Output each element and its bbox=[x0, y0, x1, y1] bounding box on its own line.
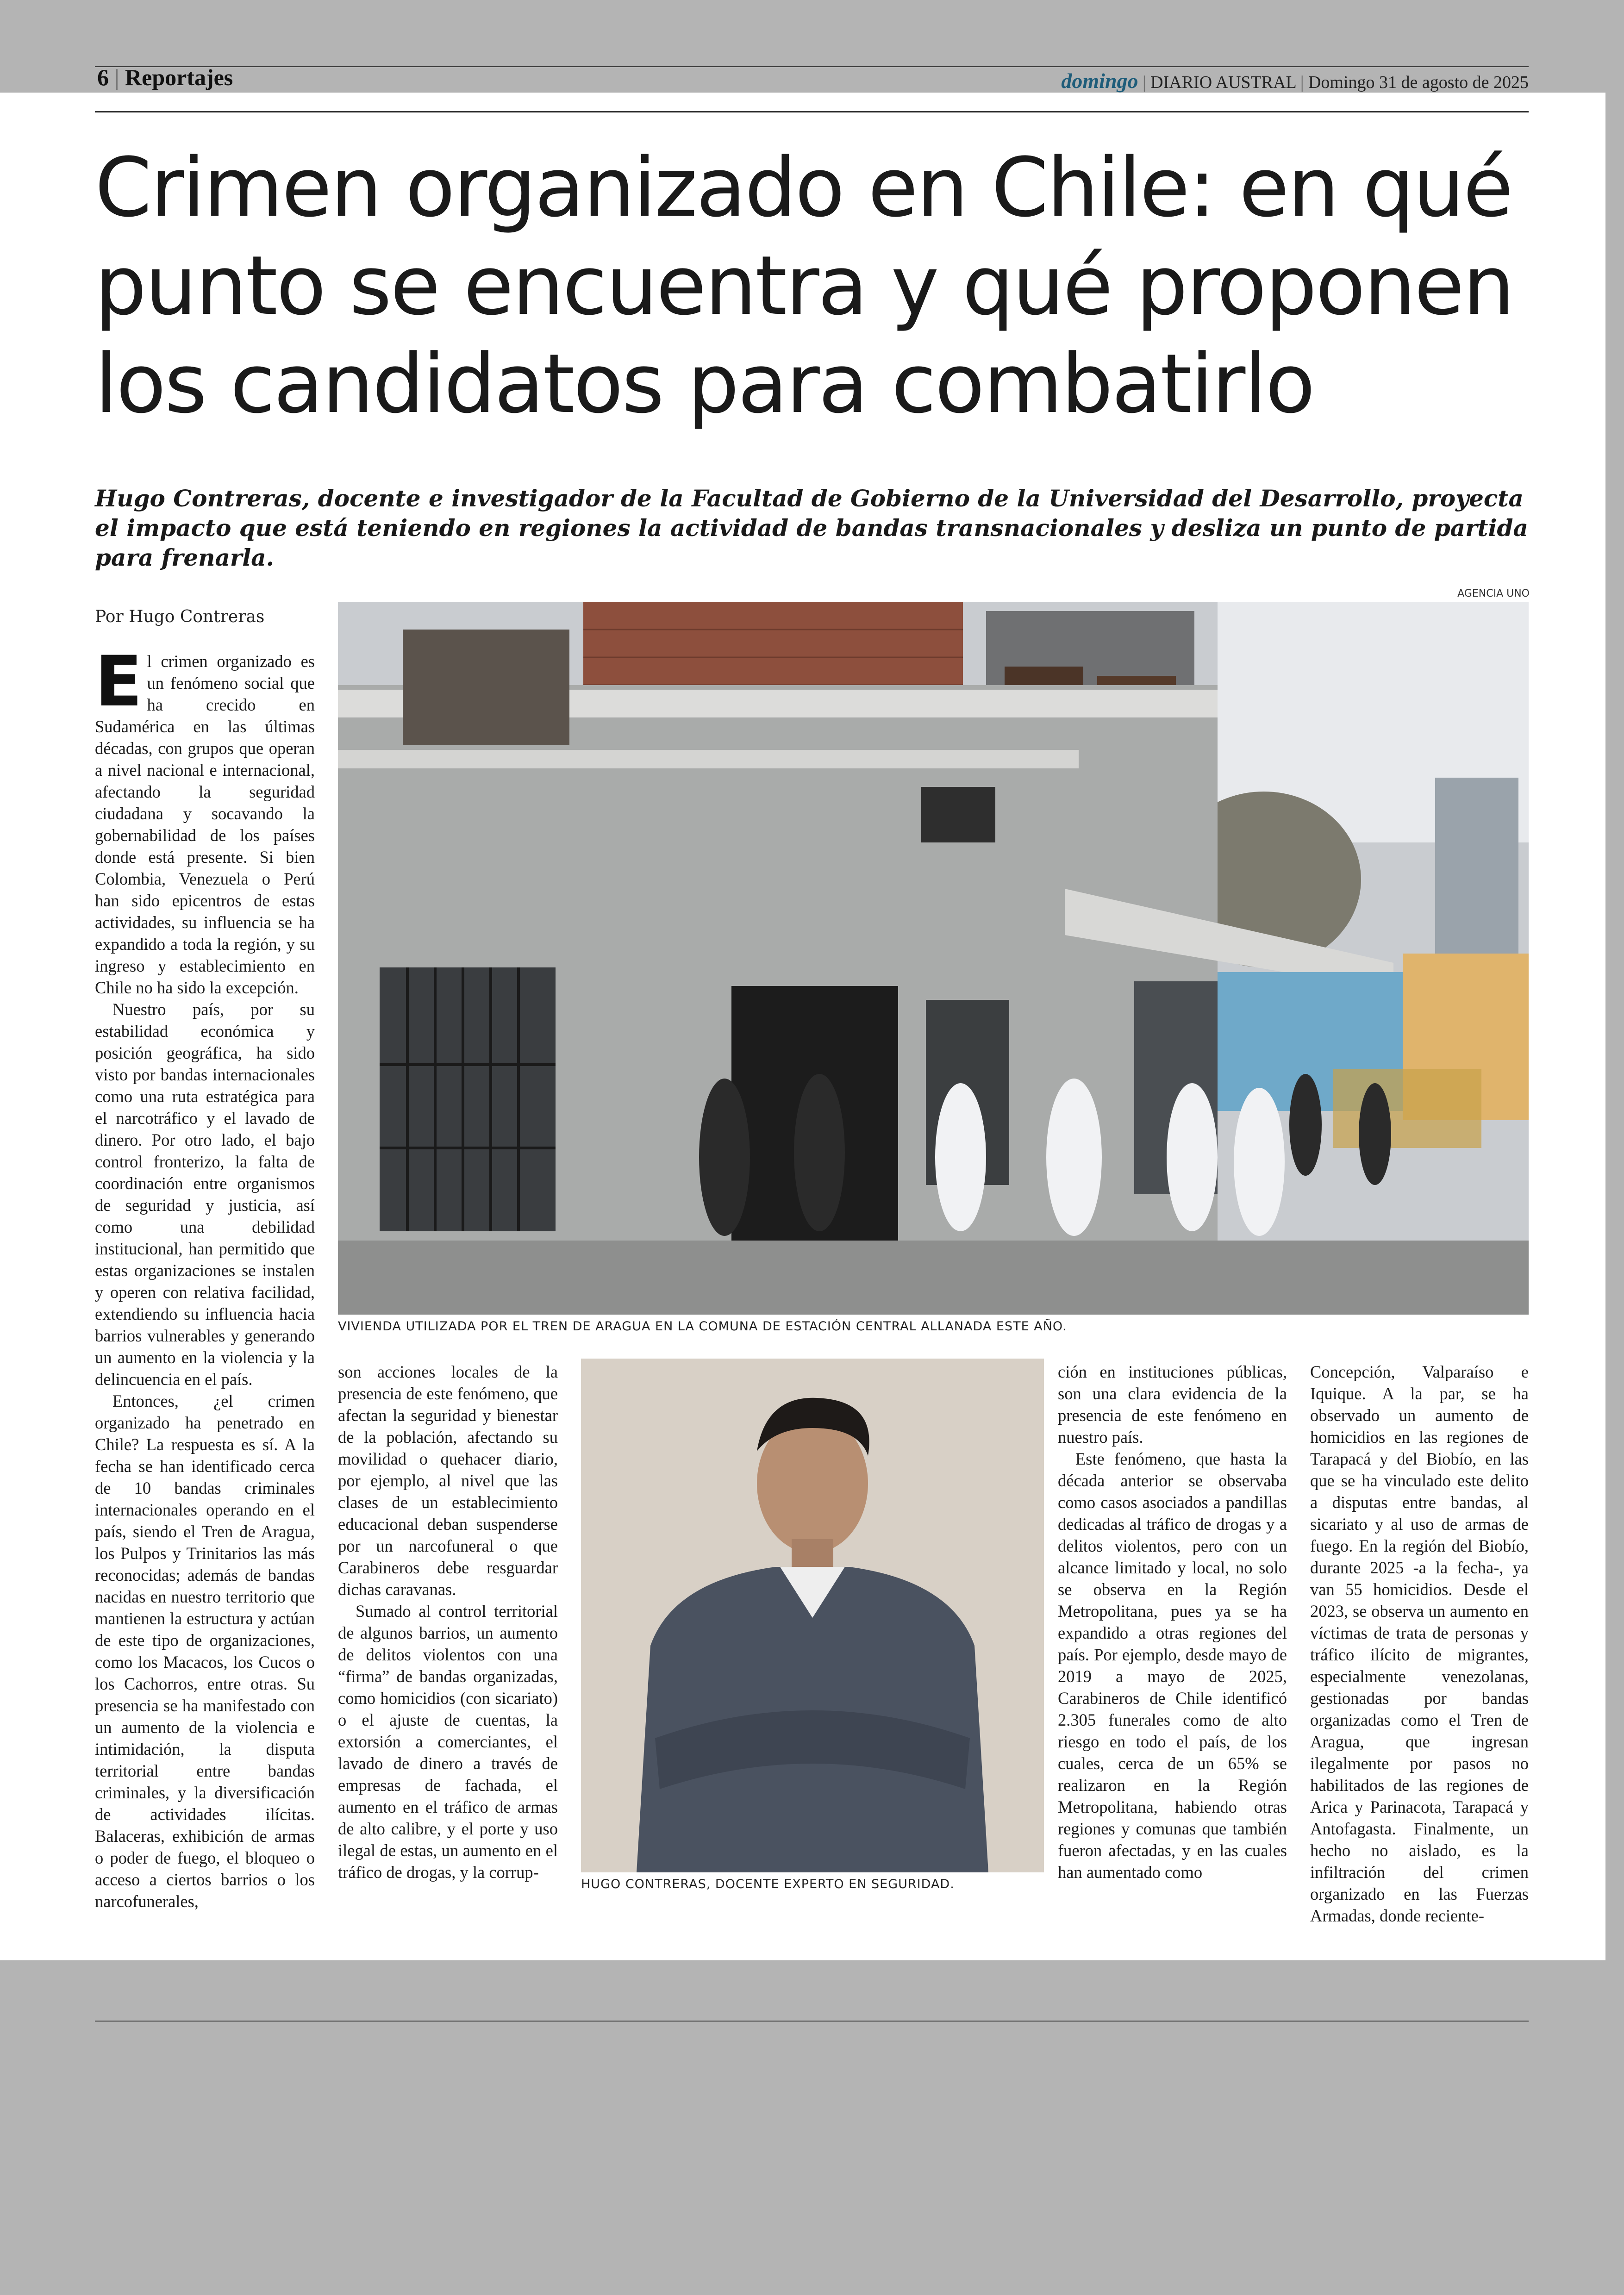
portrait-photo bbox=[581, 1359, 1044, 1872]
col2-paragraph-1: son acciones locales de la presencia de este fenómeno, que afectan la seguridad y bienestar de la población, afectando su movilidad o quehacer diario, por ejemplo, al nivel que las clases de un establecimiento educacional deban suspenderse por un narcofuneral o que Carabineros debe resguardar dichas caravanas. bbox=[338, 1362, 558, 1599]
headline: Crimen organizado en Chile: en qué punto se encuentra y qué proponen los candidatos para combatirlo bbox=[95, 140, 1513, 431]
section-label: 6 | Reportajes bbox=[97, 64, 233, 90]
col4-paragraph-1: Concepción, Valparaíso e Iquique. A la par, se ha observado un aumento de homicidios en las regiones de Tarapacá y del Biobío, en las que se ha vinculado este delito a disputas entre bandas, al sicariato y al uso de armas de fuego. En la región del Biobío, durante 2025 -a la fecha-, ya van 55 homicidios. Desde el 2023, se observa un aumento en víctimas de trata de personas y tráfico ilícito de migrantes, especialmente venezolanas, gestionadas por bandas organizadas como el Tren de Aragua, que ingresan ilegalmente por pasos no habilitados de las regiones de Arica y Parinacota, Tarapacá y Antofagasta. Finalmente, un hecho no aislado, es la infiltración del crimen organizado en las Fuerzas Armadas, donde reciente- bbox=[1310, 1362, 1529, 1925]
headline-top-rule bbox=[95, 111, 1529, 112]
article-column-3 bbox=[1058, 1361, 1287, 1883]
masthead-info: domingo | DIARIO AUSTRAL | Domingo 31 de agosto de 2025 bbox=[1061, 69, 1529, 93]
header-top-rule bbox=[95, 66, 1529, 67]
article-deck: Hugo Contreras, docente e investigador de la Facultad de Gobierno de la Universidad del Desarrollo, proyecta el impacto que está teniendo en regiones la actividad de bandas transnacionales y desliza un punto de partida para frenarla. bbox=[95, 485, 1528, 571]
col2-paragraph-2: Sumado al control territorial de algunos barrios, un aumento de delitos violentos con una “firma” de bandas organizadas, como homicidios (con sicariato) o el ajuste de cuentas, la extorsión a comerciantes, el lavado de dinero a través de empresas de fachada, el aumento en el tráfico de armas de alto calibre, y el porte y uso ilegal de estas, un aumento en el tráfico de drogas, y la corrup- bbox=[338, 1602, 558, 1882]
newspaper-name: DIARIO AUSTRAL bbox=[1150, 73, 1296, 92]
photo-credit: AGENCIA UNO bbox=[1457, 588, 1530, 599]
photo2-caption: HUGO CONTRERAS, DOCENTE EXPERTO EN SEGURIDAD. bbox=[581, 1877, 955, 1891]
portrait-illustration bbox=[581, 1359, 1044, 1872]
page-number: 6 bbox=[97, 64, 109, 90]
drop-cap: E bbox=[95, 642, 143, 722]
brand-logo: domingo bbox=[1061, 69, 1138, 93]
issue-date: Domingo 31 de agosto de 2025 bbox=[1308, 73, 1529, 92]
house-raid-photo bbox=[338, 602, 1529, 1315]
bottom-rule bbox=[95, 2021, 1529, 2022]
house-raid-illustration bbox=[338, 602, 1529, 1315]
article-column-2 bbox=[338, 1361, 558, 1883]
col1-paragraph-1: l crimen organizado es un fenómeno social que ha crecido en Sudamérica en las últimas décadas, con grupos que operan a nivel nacional e internacional, afectando la seguridad ciudadana y socavando la gobernabilidad de los países donde está presente. Si bien Colombia, Venezuela o Perú han sido epicentros de estas actividades, su influencia se ha expandido a toda la región, y su ingreso y establecimiento en Chile no ha sido la excepción. bbox=[95, 652, 315, 997]
section-name: Reportajes bbox=[125, 64, 233, 90]
col1-paragraph-3: Entonces, ¿el crimen organizado ha penetrado en Chile? La respuesta es sí. A la fecha se han identificado cerca de 10 bandas criminales internacionales operando en el país, siendo el Tren de Aragua, los Pulpos y Trinitarios las más reconocidas; además de bandas nacidas en nuestro territorio que mantienen la estructura y actúan de este tipo de organizaciones, como los Macacos, los Cucos o los Cachorros, entre otras. Su presencia se ha manifestado con un aumento de la violencia e intimidación, la disputa territorial entre bandas criminales, y la diversificación de actividades ilícitas. Balaceras, exhibición de armas o poder de fuego, el bloqueo o acceso a ciertos barrios o los narcofunerales, bbox=[95, 1391, 315, 1911]
col3-paragraph-2: Este fenómeno, que hasta la década anterior se observaba como casos asociados a pandillas dedicadas al tráfico de drogas y a delitos violentos, pero con un alcance limitado y local, no solo se observa en la Región Metropolitana, pues ya se ha expandido a otras regiones del país. Por ejemplo, desde mayo de 2019 a mayo de 2025, Carabineros de Chile identificó 2.305 funerales como de alto riesgo en todo el país, de los cuales, cerca de un 65% se realizaron en la Región Metropolitana, habiendo otras regiones y comunas que también fueron afectadas, y en las cuales han aumentado como bbox=[1058, 1449, 1287, 1882]
photo1-caption: VIVIENDA UTILIZADA POR EL TREN DE ARAGUA EN LA COMUNA DE ESTACIÓN CENTRAL ALLANADA ESTE AÑO. bbox=[338, 1319, 1067, 1334]
col3-paragraph-1: ción en instituciones públicas, son una clara evidencia de la presencia de este fenómeno en nuestro país. bbox=[1058, 1362, 1287, 1447]
byline: Por Hugo Contreras bbox=[95, 607, 265, 626]
col1-paragraph-2: Nuestro país, por su estabilidad económica y posición geográfica, ha sido visto por bandas internacionales como una ruta estratégica para el narcotráfico y el lavado de dinero. Por otro lado, el bajo control fronterizo, la falta de coordinación entre organismos de seguridad y justicia, así como una debilidad institucional, han permitido que estas organizaciones se instalen y operen con relativa facilidad, extendiendo su influencia hacia barrios vulnerables y generando un aumento en la violencia y la delincuencia en el país. bbox=[95, 1000, 315, 1389]
article-column-4 bbox=[1310, 1361, 1529, 1927]
article-column-1 bbox=[95, 642, 315, 1912]
